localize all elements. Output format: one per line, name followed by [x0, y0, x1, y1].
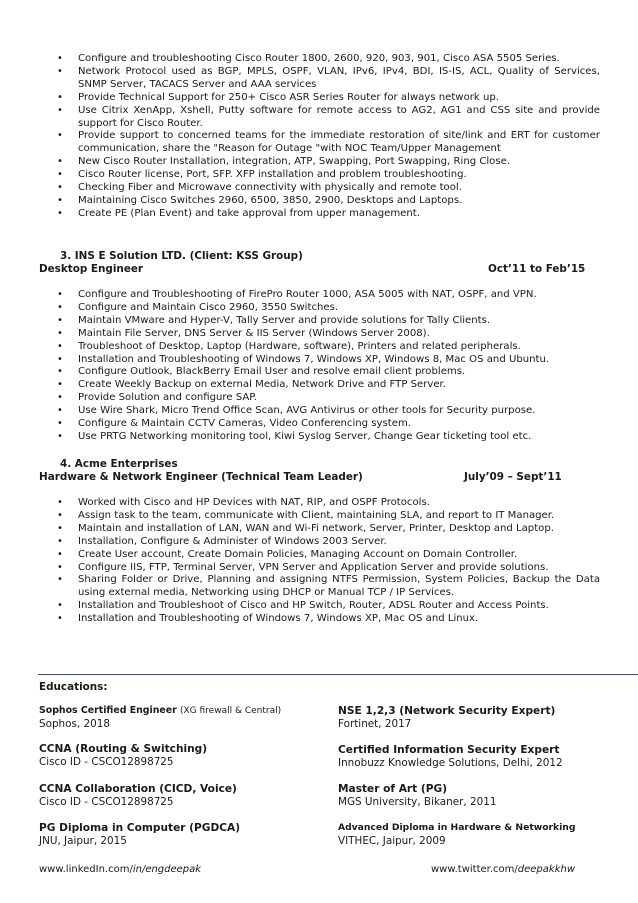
cert-issuer: Sophos, 2018	[39, 718, 110, 730]
list-item: • Use Wire Shark, Micro Trend Office Scan, AVG Antivirus or other tools for Security purpose.	[57, 405, 600, 418]
cert-name: Master of Art (PG)	[338, 783, 448, 795]
linkedin-domain: www.linkedIn.com/	[39, 864, 133, 875]
cert-issuer: Cisco ID - CSCO12898725	[39, 756, 174, 768]
list-item: • Configure and Troubleshooting of FirePro Router 1000, ASA 5005 with NAT, OSPF, and VPN.	[57, 289, 600, 302]
cert-nse	[338, 704, 555, 731]
job-3-company: 3. INS E Solution LTD. (Client: KSS Group)	[60, 250, 303, 262]
cert-issuer: MGS University, Bikaner, 2011	[338, 796, 497, 808]
list-item: • Network Protocol used as BGP, MPLS, OSPF, VLAN, IPv6, IPv4, BDI, IS-IS, ACL, Quality of Services, SNMP Server, TACACS Server and AAA services	[57, 66, 600, 92]
list-item: • Provide Technical Support for 250+ Cisco ASR Series Router for always network up.	[57, 92, 600, 105]
cert-name: CCNA Collaboration (CICD, Voice)	[39, 783, 237, 795]
education-heading: Educations:	[39, 681, 108, 693]
list-item: • Configure & Maintain CCTV Cameras, Video Conferencing system.	[57, 418, 600, 431]
list-item: • New Cisco Router Installation, integration, ATP, Swapping, Port Swapping, Ring Close.	[57, 156, 600, 169]
list-item: • Create Weekly Backup on external Media, Network Drive and FTP Server.	[57, 379, 600, 392]
cert-name: CCNA (Routing & Switching)	[39, 743, 208, 755]
list-item: • Configure Outlook, BlackBerry Email User and resolve email client problems.	[57, 366, 600, 379]
cert-name: PG Diploma in Computer (PGDCA)	[39, 822, 241, 834]
list-item: • Installation and Troubleshooting of Windows 7, Windows XP, Windows 8, Mac OS and Ubuntu.	[57, 354, 600, 367]
list-item: • Provide Solution and configure SAP.	[57, 392, 600, 405]
cert-pgdca	[39, 821, 240, 848]
list-item: • Use Citrix XenApp, Xshell, Putty software for remote access to AG2, AG1 and CSS site and provide support for Cisco Router.	[57, 105, 600, 131]
list-item: • Maintain and installation of LAN, WAN and Wi-Fi network, Server, Printer, Desktop and Laptop.	[57, 523, 600, 536]
cert-name: Advanced Diploma in Hardware & Networking	[338, 822, 576, 833]
previous-job-duties	[57, 53, 600, 221]
twitter-handle: deepakkhw	[517, 864, 576, 875]
cert-name: Certified Information Security Expert	[338, 744, 560, 756]
cert-issuer: Cisco ID - CSCO12898725	[39, 796, 174, 808]
job-4-dates: July’09 – Sept’11	[464, 471, 562, 483]
list-item: • Troubleshoot of Desktop, Laptop (Hardware, software), Printers and related peripherals.	[57, 341, 600, 354]
list-item: • Configure IIS, FTP, Terminal Server, VPN Server and Application Server and provide solutions.	[57, 562, 600, 575]
cert-sophos	[39, 704, 281, 731]
cert-adv-diploma	[338, 821, 575, 848]
list-item: • Maintaining Cisco Switches 2960, 6500, 3850, 2900, Desktops and Laptops.	[57, 195, 600, 208]
list-item: • Checking Fiber and Microwave connectivity with physically and remote tool.	[57, 182, 600, 195]
cert-issuer: Fortinet, 2017	[338, 718, 412, 730]
list-item: • Configure and Maintain Cisco 2960, 3550 Switches.	[57, 302, 600, 315]
cert-master-of-art	[338, 782, 496, 809]
cert-note: (XG firewall & Central)	[179, 706, 282, 716]
job-4-company: 4. Acme Enterprises	[60, 458, 178, 470]
linkedin-handle: in/engdeepak	[132, 864, 202, 875]
cert-cise	[338, 743, 563, 770]
list-item: • Installation and Troubleshoot of Cisco and HP Switch, Router, ADSL Router and Access Points.	[57, 600, 600, 613]
cert-ccna-rs	[39, 742, 207, 769]
list-item: • Use PRTG Networking monitoring tool, Kiwi Syslog Server, Change Gear ticketing tool etc.	[57, 431, 600, 444]
cert-name: NSE 1,2,3 (Network Security Expert)	[338, 705, 556, 717]
job-3-duties	[57, 289, 600, 444]
section-divider	[38, 674, 638, 675]
linkedin-link[interactable]	[39, 864, 201, 875]
cert-ccna-collab	[39, 782, 237, 809]
list-item: • Assign task to the team, communicate with Client, maintaining SLA, and report to IT Manager.	[57, 510, 600, 523]
job-4-duties	[57, 497, 600, 626]
list-item: • Worked with Cisco and HP Devices with NAT, RIP, and OSPF Protocols.	[57, 497, 600, 510]
list-item: • Installation, Configure & Administer of Windows 2003 Server.	[57, 536, 600, 549]
cert-issuer: JNU, Jaipur, 2015	[39, 835, 127, 847]
list-item: • Create PE (Plan Event) and take approval from upper management.	[57, 208, 600, 221]
list-item: • Configure and troubleshooting Cisco Router 1800, 2600, 920, 903, 901, Cisco ASA 5505 Series.	[57, 53, 600, 66]
job-3-dates: Oct’11 to Feb’15	[488, 263, 586, 275]
list-item: • Sharing Folder or Drive, Planning and assigning NTFS Permission, System Policies, Backup the Data using external media, Networking using DHCP or Manual TCP / IP Services.	[57, 574, 600, 600]
job-4-title: Hardware & Network Engineer (Technical Team Leader)	[39, 471, 363, 483]
list-item: • Provide support to concerned teams for the immediate restoration of site/link and ERT for customer communication, share the "Reason for Outage "with NOC Team/Upper Management	[57, 130, 600, 156]
list-item: • Create User account, Create Domain Policies, Managing Account on Domain Controller.	[57, 549, 600, 562]
list-item: • Maintain VMware and Hyper-V, Tally Server and provide solutions for Tally Clients.	[57, 315, 600, 328]
list-item: • Maintain File Server, DNS Server & IIS Server (Windows Server 2008).	[57, 328, 600, 341]
cert-name	[39, 704, 281, 718]
job-3-title: Desktop Engineer	[39, 263, 144, 275]
cert-issuer: Innobuzz Knowledge Solutions, Delhi, 2012	[338, 757, 563, 769]
cert-title: Sophos Certified Engineer	[39, 705, 177, 716]
twitter-domain: www.twitter.com/	[431, 864, 518, 875]
cert-issuer: VITHEC, Jaipur, 2009	[338, 835, 446, 847]
list-item: • Installation and Troubleshooting of Windows 7, Windows XP, Mac OS and Linux.	[57, 613, 600, 626]
list-item: • Cisco Router license, Port, SFP. XFP installation and problem troubleshooting.	[57, 169, 600, 182]
twitter-link[interactable]	[431, 864, 575, 875]
